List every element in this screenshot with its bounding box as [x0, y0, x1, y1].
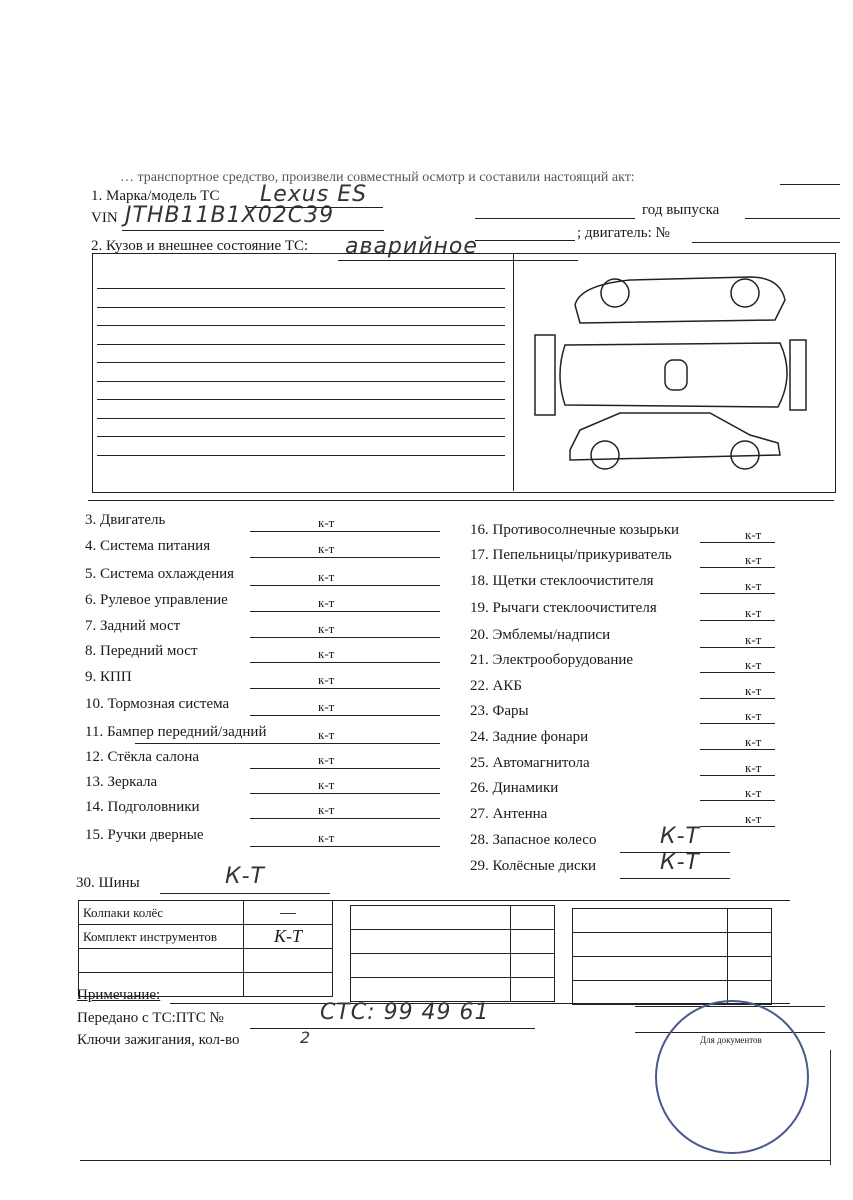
- vin-value: JTHB11B1X02C39: [125, 203, 335, 228]
- keys-value: 2: [300, 1028, 312, 1047]
- right-item-value: к-т: [745, 527, 762, 542]
- left-item-value: к-т: [318, 672, 335, 687]
- left-item-label: 12. Стёкла салона: [85, 749, 200, 765]
- note-line: [97, 362, 505, 363]
- right-item-label: 29. Колёсные диски: [470, 858, 597, 874]
- stamp-text: Для документов: [700, 1035, 762, 1045]
- left-item-value: к-т: [318, 777, 335, 792]
- left-item-value: к-т: [318, 727, 335, 742]
- left-item-label: 3. Двигатель: [85, 512, 166, 528]
- right-item-label: 19. Рычаги стеклоочистителя: [470, 600, 657, 616]
- right-item-label: 25. Автомагнитола: [470, 755, 590, 771]
- left-item-value: к-т: [318, 595, 335, 610]
- right-item-label: 18. Щетки стеклоочистителя: [470, 573, 654, 589]
- right-item-value: к-т: [745, 578, 762, 593]
- row-label: Комплект инструментов: [79, 925, 244, 949]
- left-item-value: к-т: [318, 646, 335, 661]
- body-label: 2. Кузов и внешнее состояние ТС:: [91, 238, 309, 254]
- make-label: 1. Марка/модель ТС: [91, 188, 220, 204]
- left-item-label: 9. КПП: [85, 669, 132, 685]
- left-item-label: 5. Система охлаждения: [85, 566, 235, 582]
- right-item-value: к-т: [745, 552, 762, 567]
- right-item-value: к-т: [745, 657, 762, 672]
- left-item-label: 11. Бампер передний/задний: [85, 724, 267, 740]
- note-line: [97, 307, 505, 308]
- left-item-value: к-т: [318, 515, 335, 530]
- left-item-label: 4. Система питания: [85, 538, 211, 554]
- left-item-label: 10. Тормозная система: [85, 696, 230, 712]
- body-value: аварийное: [345, 234, 478, 259]
- row-value: —: [244, 901, 333, 925]
- right-item-label: 17. Пепельницы/прикуриватель: [470, 547, 672, 563]
- intro-text: … транспортное средство, произвели совместный осмотр и составили настоящий акт:: [120, 170, 635, 185]
- right-item-label: 27. Антенна: [470, 806, 548, 822]
- right-item-value: К-Т: [660, 850, 700, 875]
- equipment-table: [78, 900, 333, 997]
- right-item-value: к-т: [745, 683, 762, 698]
- pts-label: Передано с ТС:ПТС №: [77, 1010, 224, 1026]
- table-row: [79, 925, 333, 949]
- note-line: [97, 325, 505, 326]
- left-item-value: к-т: [318, 621, 335, 636]
- right-item-value: К-Т: [660, 824, 700, 849]
- left-item-label: 14. Подголовники: [85, 799, 200, 815]
- blank-table-2: [350, 905, 555, 1002]
- right-item-label: 24. Задние фонари: [470, 729, 589, 745]
- make-value: Lexus ES: [260, 182, 368, 207]
- left-item-value: к-т: [318, 699, 335, 714]
- right-item-label: 22. АКБ: [470, 678, 522, 694]
- blank-table-3: [572, 908, 772, 1005]
- row-label: Колпаки колёс: [79, 901, 244, 925]
- right-item-value: к-т: [745, 734, 762, 749]
- left-item-value: к-т: [318, 541, 335, 556]
- left-item-label: 15. Ручки дверные: [85, 827, 204, 843]
- left-item-value: к-т: [318, 752, 335, 767]
- row-value: К-Т: [244, 925, 333, 949]
- left-item-value: к-т: [318, 830, 335, 845]
- right-item-value: к-т: [745, 632, 762, 647]
- right-item-value: к-т: [745, 811, 762, 826]
- tires-label: 30. Шины: [76, 875, 140, 891]
- car-diagram-icon: [520, 265, 825, 485]
- year-label: год выпуска: [642, 202, 720, 218]
- right-item-label: 23. Фары: [470, 703, 529, 719]
- note-line: [97, 455, 505, 456]
- note-line: [97, 399, 505, 400]
- left-item-value: к-т: [318, 569, 335, 584]
- note-label: Примечание:: [77, 987, 161, 1003]
- left-item-label: 7. Задний мост: [85, 618, 181, 634]
- note-line: [97, 344, 505, 345]
- right-item-value: к-т: [745, 605, 762, 620]
- right-item-label: 21. Электрооборудование: [470, 652, 634, 668]
- engine-label: ; двигатель: №: [577, 225, 670, 241]
- right-item-value: к-т: [745, 760, 762, 775]
- note-line: [97, 288, 505, 289]
- note-line: [97, 418, 505, 419]
- left-item-label: 8. Передний мост: [85, 643, 198, 659]
- right-item-label: 20. Эмблемы/надписи: [470, 627, 611, 643]
- right-item-label: 28. Запасное колесо: [470, 832, 597, 848]
- stamp-icon: [655, 1000, 809, 1154]
- vin-label: VIN: [91, 210, 118, 226]
- right-item-value: к-т: [745, 785, 762, 800]
- tires-value: К-Т: [225, 864, 265, 889]
- left-item-value: к-т: [318, 802, 335, 817]
- keys-label: Ключи зажигания, кол-во: [77, 1032, 240, 1048]
- table-row: [79, 901, 333, 925]
- right-item-value: к-т: [745, 708, 762, 723]
- right-item-label: 26. Динамики: [470, 780, 559, 796]
- left-item-label: 6. Рулевое управление: [85, 592, 228, 608]
- left-item-label: 13. Зеркала: [85, 774, 158, 790]
- right-item-label: 16. Противосолнечные козырьки: [470, 522, 680, 538]
- note-line: [97, 381, 505, 382]
- note-line: [97, 436, 505, 437]
- pts-value: СТС: 99 49 61: [320, 1000, 490, 1025]
